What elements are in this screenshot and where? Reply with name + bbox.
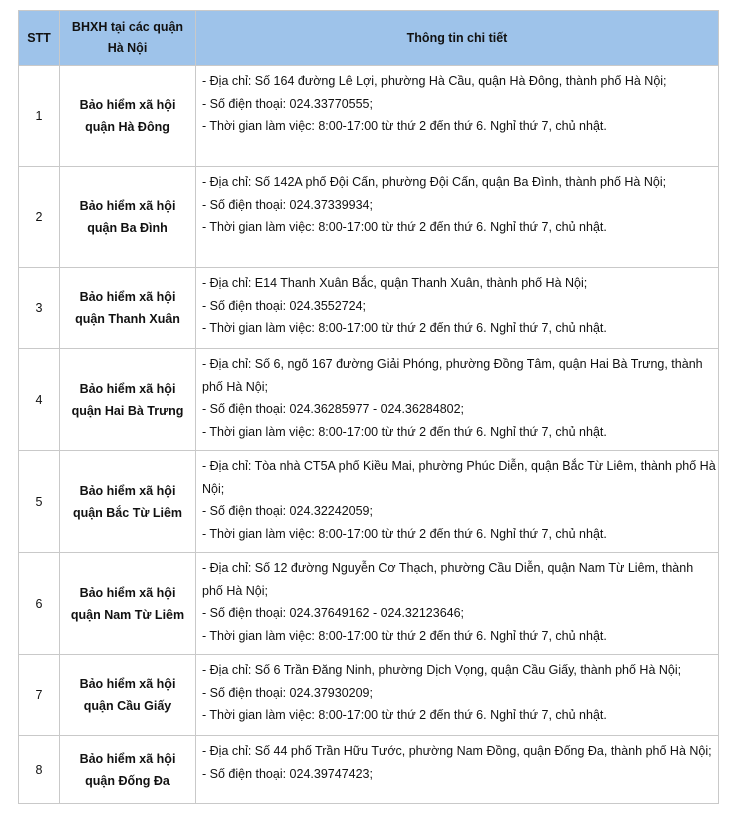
detail-line: - Số điện thoại: 024.37930209; bbox=[202, 685, 373, 700]
detail-line: - Số điện thoại: 024.36285977 - 024.36284802; bbox=[202, 402, 465, 416]
table-row bbox=[19, 349, 719, 451]
detail-line: - Thời gian làm việc: 8:00-17:00 từ thứ 2 đến thứ 6. Nghỉ thứ 7, chủ nhật. bbox=[202, 119, 607, 133]
table-row bbox=[19, 167, 719, 268]
detail-line: - Địa chỉ: Số 6 Trần Đăng Ninh, phường Dịch Vọng, quận Cầu Giấy, thành phố Hà Nội; bbox=[202, 663, 682, 677]
detail-line: - Địa chỉ: Số 44 phố Trần Hữu Tước, phường Nam Đồng, quận Đống Đa, thành phố Hà Nội; bbox=[202, 744, 712, 758]
header-district: BHXH tại các quận Hà Nội bbox=[60, 11, 196, 66]
detail-line: - Số điện thoại: 024.39747423; bbox=[202, 766, 373, 781]
row-stt: 8 bbox=[19, 736, 60, 804]
header-stt: STT bbox=[19, 11, 60, 66]
row-office-name: Bảo hiểm xã hội quận Bắc Từ Liêm bbox=[60, 451, 196, 553]
detail-line: - Số điện thoại: 024.32242059; bbox=[202, 504, 373, 518]
row-detail bbox=[196, 268, 719, 349]
row-stt: 2 bbox=[19, 167, 60, 268]
detail-line: - Địa chỉ: Tòa nhà CT5A phố Kiều Mai, phường Phúc Diễn, quận Bắc Từ Liêm, thành phố Hà Nội; bbox=[202, 459, 716, 496]
row-stt: 1 bbox=[19, 66, 60, 167]
row-detail bbox=[196, 736, 719, 804]
offices-table bbox=[18, 10, 719, 804]
table-row bbox=[19, 268, 719, 349]
row-detail bbox=[196, 553, 719, 655]
row-detail bbox=[196, 655, 719, 736]
row-office-name: Bảo hiểm xã hội quận Đống Đa bbox=[60, 736, 196, 804]
detail-line: - Địa chỉ: Số 142A phố Đội Cấn, phường Đội Cấn, quận Ba Đình, thành phố Hà Nội; bbox=[202, 175, 667, 189]
detail-line: - Số điện thoại: 024.3552724; bbox=[202, 298, 367, 313]
row-office-name: Bảo hiểm xã hội quận Hà Đông bbox=[60, 66, 196, 167]
row-detail bbox=[196, 167, 719, 268]
row-detail bbox=[196, 451, 719, 553]
detail-line: - Số điện thoại: 024.37339934; bbox=[202, 197, 373, 212]
detail-line: - Thời gian làm việc: 8:00-17:00 từ thứ 2 đến thứ 6. Nghỉ thứ 7, chủ nhật. bbox=[202, 220, 607, 234]
row-detail bbox=[196, 66, 719, 167]
table-row bbox=[19, 553, 719, 655]
row-detail bbox=[196, 349, 719, 451]
row-office-name: Bảo hiểm xã hội quận Cầu Giấy bbox=[60, 655, 196, 736]
table-row bbox=[19, 451, 719, 553]
detail-line: - Thời gian làm việc: 8:00-17:00 từ thứ 2 đến thứ 6. Nghỉ thứ 7, chủ nhật. bbox=[202, 526, 607, 541]
detail-line: - Thời gian làm việc: 8:00-17:00 từ thứ 2 đến thứ 6. Nghỉ thứ 7, chủ nhật. bbox=[202, 628, 607, 643]
detail-line: - Số điện thoại: 024.33770555; bbox=[202, 96, 373, 111]
row-stt: 5 bbox=[19, 451, 60, 553]
row-office-name: Bảo hiểm xã hội quận Thanh Xuân bbox=[60, 268, 196, 349]
row-stt: 7 bbox=[19, 655, 60, 736]
detail-line: - Địa chỉ: E14 Thanh Xuân Bắc, quận Thanh Xuân, thành phố Hà Nội; bbox=[202, 276, 588, 290]
table-header-row bbox=[19, 11, 719, 66]
row-office-name: Bảo hiểm xã hội quận Nam Từ Liêm bbox=[60, 553, 196, 655]
detail-line: - Địa chỉ: Số 164 đường Lê Lợi, phường Hà Cầu, quận Hà Đông, thành phố Hà Nội; bbox=[202, 74, 667, 88]
row-stt: 3 bbox=[19, 268, 60, 349]
row-stt: 4 bbox=[19, 349, 60, 451]
table-row bbox=[19, 66, 719, 167]
table-row bbox=[19, 655, 719, 736]
row-office-name: Bảo hiểm xã hội quận Hai Bà Trưng bbox=[60, 349, 196, 451]
detail-line: - Địa chỉ: Số 6, ngõ 167 đường Giải Phóng, phường Đồng Tâm, quận Hai Bà Trưng, thành phố Hà Nội; bbox=[202, 357, 703, 394]
detail-line: - Địa chỉ: Số 12 đường Nguyễn Cơ Thạch, phường Cầu Diễn, quận Nam Từ Liêm, thành phố Hà Nội; bbox=[202, 561, 694, 598]
detail-line: - Số điện thoại: 024.37649162 - 024.32123646; bbox=[202, 606, 465, 620]
row-stt: 6 bbox=[19, 553, 60, 655]
table-row bbox=[19, 736, 719, 804]
detail-line: - Thời gian làm việc: 8:00-17:00 từ thứ 2 đến thứ 6. Nghỉ thứ 7, chủ nhật. bbox=[202, 321, 607, 335]
detail-line: - Thời gian làm việc: 8:00-17:00 từ thứ 2 đến thứ 6. Nghỉ thứ 7, chủ nhật. bbox=[202, 708, 607, 722]
header-detail: Thông tin chi tiết bbox=[196, 11, 719, 66]
offices-table-container bbox=[18, 10, 718, 804]
row-office-name: Bảo hiểm xã hội quận Ba Đình bbox=[60, 167, 196, 268]
detail-line: - Thời gian làm việc: 8:00-17:00 từ thứ 2 đến thứ 6. Nghỉ thứ 7, chủ nhật. bbox=[202, 424, 607, 439]
